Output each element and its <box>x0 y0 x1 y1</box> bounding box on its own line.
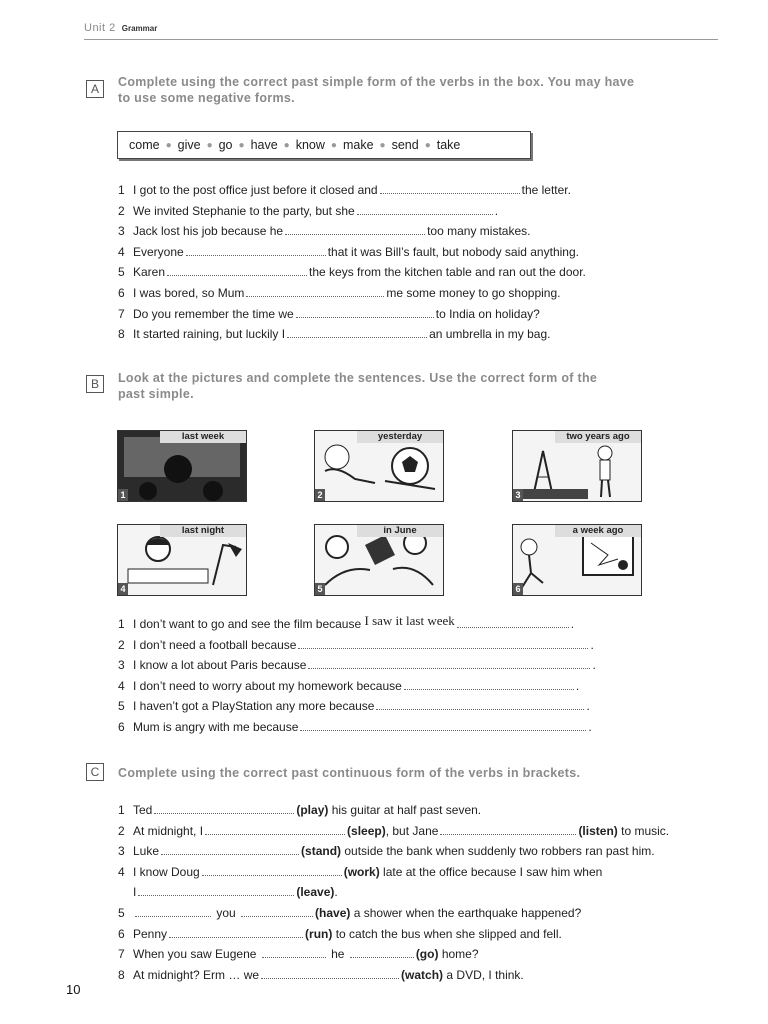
answer-blank[interactable] <box>404 677 574 690</box>
item-number: 5 <box>118 265 125 280</box>
answer-blank[interactable] <box>138 883 294 896</box>
list-item <box>118 841 669 862</box>
list-item <box>118 635 596 656</box>
item-number: 4 <box>118 678 125 693</box>
item-text: We invited Stephanie to the party, but she <box>133 203 355 218</box>
picture-number: 1 <box>118 489 128 501</box>
picture-label: a week ago <box>555 524 641 537</box>
item-end: . <box>586 699 590 714</box>
exercise-c-letter: C <box>86 763 104 781</box>
picture-5 <box>314 524 444 596</box>
item-number: 3 <box>118 844 125 859</box>
verb-prompt: (listen) <box>578 823 618 838</box>
item-text: home? <box>441 947 479 962</box>
item-text: Jack lost his job because he <box>133 224 284 239</box>
item-text: he <box>331 947 345 962</box>
picture-number: 2 <box>315 489 325 501</box>
item-text: that it was Bill’s fault, but nobody said anything. <box>327 244 579 259</box>
item-end: . <box>575 678 580 693</box>
item-text: me some money to go shopping. <box>386 285 561 300</box>
bullet: ● <box>424 139 431 151</box>
answer-blank[interactable] <box>296 305 434 318</box>
unit-label: Unit 2 <box>84 22 116 34</box>
verb-prompt: (have) <box>315 905 351 920</box>
item-text: the letter. <box>521 183 571 197</box>
header-rule <box>84 39 718 40</box>
item-text: I haven’t got a PlayStation any more because <box>133 699 375 714</box>
bullet: ● <box>330 139 337 151</box>
item-text: too many mistakes. <box>427 224 531 239</box>
verb-box <box>117 131 531 159</box>
picture-label: yesterday <box>357 430 443 443</box>
picture-4 <box>117 524 247 596</box>
item-end: . <box>570 617 575 631</box>
item-text: I know a lot about Paris because <box>133 658 307 673</box>
item-number: 7 <box>118 947 125 962</box>
picture-2 <box>314 430 444 502</box>
verb: come <box>129 138 160 152</box>
list-item <box>118 614 596 635</box>
item-text: I don’t need a football because <box>133 637 297 652</box>
item-text: Everyone <box>133 244 184 259</box>
item-end: . <box>592 658 596 673</box>
list-item <box>118 903 669 924</box>
item-number: 6 <box>118 285 125 300</box>
bullet: ● <box>238 139 245 151</box>
item-number: 4 <box>118 244 125 259</box>
verb-prompt: (sleep) <box>347 823 386 838</box>
item-number: 8 <box>118 967 125 982</box>
picture-number: 5 <box>315 583 325 595</box>
item-number: 8 <box>118 327 125 342</box>
item-text: , but Jane <box>385 823 439 838</box>
picture-1 <box>117 430 247 502</box>
verb: make <box>342 138 374 152</box>
list-item <box>118 221 586 242</box>
item-text: Penny <box>133 926 168 941</box>
picture-6 <box>512 524 642 596</box>
item-number: 2 <box>118 203 125 218</box>
picture-number: 6 <box>513 583 523 595</box>
exercise-a-items <box>118 180 586 345</box>
item-text: . <box>334 885 338 900</box>
answer-blank[interactable] <box>241 904 313 917</box>
list-item <box>118 696 596 717</box>
item-text: I <box>133 885 137 900</box>
answer-blank[interactable] <box>440 822 576 835</box>
list-item <box>118 924 669 945</box>
exercise-b-letter: B <box>86 375 104 393</box>
answer-blank[interactable] <box>246 284 384 297</box>
verb: send <box>391 138 419 152</box>
answer-blank[interactable] <box>298 636 588 649</box>
verb: take <box>436 138 461 152</box>
verb-prompt: (leave) <box>296 885 335 900</box>
item-text: you <box>216 905 236 920</box>
list-item <box>118 717 596 738</box>
answer-blank[interactable] <box>287 325 427 338</box>
item-text: to catch the bus when she slipped and fell. <box>335 926 562 941</box>
answer-blank[interactable] <box>350 945 414 958</box>
list-item <box>118 944 669 965</box>
bullet: ● <box>283 139 290 151</box>
verb: know <box>295 138 325 152</box>
item-text: to music. <box>621 823 670 838</box>
item-text: his guitar at half past seven. <box>331 803 482 817</box>
list-item <box>118 304 586 325</box>
answer-blank[interactable] <box>308 656 590 669</box>
item-number: 4 <box>118 864 125 879</box>
answer-blank[interactable] <box>376 697 584 710</box>
answer-blank[interactable] <box>154 801 294 814</box>
answer-blank[interactable] <box>300 718 586 731</box>
item-text: late at the office because I saw him when <box>383 864 603 879</box>
item-text: Karen <box>133 265 166 280</box>
exercise-a-instruction-line2: to use some negative forms. <box>118 91 295 105</box>
answer-blank[interactable] <box>186 243 326 256</box>
verb-prompt: (play) <box>296 803 329 817</box>
exercise-a-instruction <box>118 74 634 106</box>
verb-prompt: (run) <box>305 926 333 941</box>
item-text: At midnight, I <box>133 823 204 838</box>
item-text: outside the bank when suddenly two robbers ran past him. <box>344 844 655 859</box>
exercise-c-items <box>118 800 669 985</box>
verb: give <box>177 138 201 152</box>
answer-blank[interactable] <box>167 263 307 276</box>
list-item <box>118 324 586 345</box>
item-text: a DVD, I think. <box>446 967 524 982</box>
written-answer: I saw it last week <box>364 613 455 628</box>
list-item <box>118 800 669 821</box>
list-item <box>118 862 669 883</box>
list-item <box>118 965 669 986</box>
answer-blank[interactable] <box>262 945 326 958</box>
item-number: 1 <box>118 183 125 197</box>
item-text: I know Doug <box>133 864 200 879</box>
list-item <box>118 242 586 263</box>
item-text: to India on holiday? <box>435 306 540 321</box>
answer-blank[interactable] <box>205 822 345 835</box>
item-number: 7 <box>118 306 125 321</box>
answer-blank[interactable] <box>285 222 425 235</box>
item-text: Ted <box>133 803 153 817</box>
exercise-c-instruction: Complete using the correct past continuous form of the verbs in brackets. <box>118 766 581 780</box>
item-text: It started raining, but luckily I <box>133 327 286 342</box>
list-item <box>118 882 669 903</box>
item-number: 6 <box>118 719 125 734</box>
item-text: I don’t want to go and see the film because <box>133 617 362 631</box>
answer-blank[interactable] <box>169 925 303 938</box>
item-number: 3 <box>118 658 125 673</box>
picture-label: two years ago <box>555 430 641 443</box>
item-text: Do you remember the time we <box>133 306 294 321</box>
item-text: I got to the post office just before it closed and <box>133 183 378 197</box>
section-label: Grammar <box>121 24 158 33</box>
exercise-a-instruction-line1: Complete using the correct past simple form of the verbs in the box. You may have <box>118 75 635 89</box>
item-text: an umbrella in my bag. <box>429 327 551 342</box>
answer-blank[interactable] <box>135 904 211 917</box>
page-header <box>84 22 157 34</box>
answer-blank[interactable] <box>202 863 342 876</box>
item-end: . <box>588 719 592 734</box>
picture-label: last night <box>160 524 246 537</box>
item-text: the keys from the kitchen table and ran out the door. <box>309 265 586 280</box>
bullet: ● <box>165 139 172 151</box>
list-item <box>118 262 586 283</box>
bullet: ● <box>379 139 386 151</box>
item-number: 1 <box>118 617 125 631</box>
exercise-b-instruction-line2: past simple. <box>118 387 194 401</box>
item-text: I was bored, so Mum <box>133 285 245 300</box>
verb: have <box>250 138 278 152</box>
exercise-b-instruction-line1: Look at the pictures and complete the sentences. Use the correct form of the <box>118 371 598 385</box>
verb: go <box>218 138 233 152</box>
list-item <box>118 821 669 842</box>
item-text: At midnight? Erm … we <box>133 967 260 982</box>
picture-number: 3 <box>513 489 523 501</box>
list-item <box>118 283 586 304</box>
item-number: 3 <box>118 224 125 239</box>
exercise-a-letter: A <box>86 80 104 98</box>
exercise-b-instruction <box>118 370 597 402</box>
item-number: 6 <box>118 926 125 941</box>
item-number: 2 <box>118 823 125 838</box>
picture-label: in June <box>357 524 443 537</box>
item-text: Mum is angry with me because <box>133 719 299 734</box>
item-text: Luke <box>133 844 160 859</box>
item-number: 5 <box>118 905 125 920</box>
item-number: 1 <box>118 803 125 817</box>
answer-blank[interactable] <box>457 615 569 628</box>
picture-number: 4 <box>118 583 128 595</box>
list-item <box>118 180 586 201</box>
item-text: . <box>494 203 499 218</box>
bullet: ● <box>206 139 213 151</box>
list-item <box>118 655 596 676</box>
item-end: . <box>590 637 594 652</box>
picture-3 <box>512 430 642 502</box>
list-item <box>118 676 596 697</box>
page-number: 10 <box>66 982 81 997</box>
item-number: 5 <box>118 699 125 714</box>
exercise-b-items <box>118 614 596 738</box>
verb-prompt: (watch) <box>401 967 444 982</box>
answer-blank[interactable] <box>261 966 399 979</box>
verb-prompt: (stand) <box>301 844 342 859</box>
item-text: a shower when the earthquake happened? <box>353 905 582 920</box>
list-item <box>118 201 586 222</box>
verb-prompt: (go) <box>415 947 439 962</box>
picture-label: last week <box>160 430 246 443</box>
item-text: I don’t need to worry about my homework because <box>133 678 402 693</box>
answer-blank[interactable] <box>161 842 299 855</box>
item-text: When you saw Eugene <box>133 947 257 962</box>
item-number: 2 <box>118 637 125 652</box>
answer-blank[interactable] <box>380 181 520 194</box>
verb-prompt: (work) <box>343 864 380 879</box>
answer-blank[interactable] <box>357 202 493 215</box>
